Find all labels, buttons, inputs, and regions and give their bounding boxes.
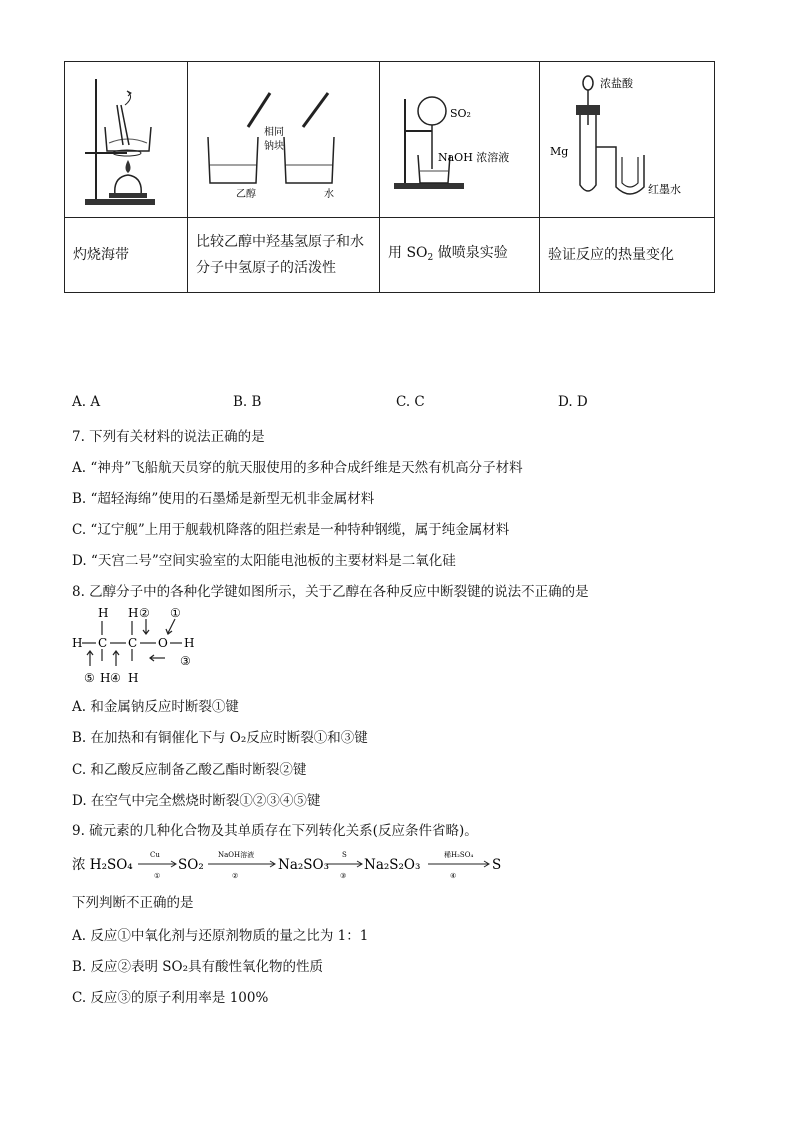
fountain-apparatus bbox=[380, 65, 536, 215]
cell-fountain-figure bbox=[380, 62, 540, 218]
experiment-table bbox=[64, 61, 715, 293]
atom-c2: C bbox=[128, 636, 138, 650]
bond-label-3: ③ bbox=[180, 654, 191, 665]
caption-fountain-pre: 用 SO bbox=[388, 244, 428, 261]
q7-option-d[interactable]: D. “天宫二号”空间实验室的太阳能电池板的主要材料是二氧化硅 bbox=[72, 553, 456, 569]
caption-fountain-sub: 2 bbox=[427, 252, 434, 263]
atom-h-top1: H bbox=[98, 606, 109, 620]
cell-burn-kelp-figure bbox=[65, 62, 188, 218]
caption-ethanol bbox=[188, 218, 380, 293]
q9-judge: 下列判断不正确的是 bbox=[72, 895, 194, 911]
caption-fountain bbox=[380, 218, 540, 293]
q7-option-b[interactable]: B. “超轻海绵”使用的石墨烯是新型无机非金属材料 bbox=[72, 491, 375, 507]
eq-reagent-1: Cu bbox=[150, 851, 160, 859]
caption-heat: 验证反应的热量变化 bbox=[540, 218, 715, 293]
ethanol-water-apparatus bbox=[188, 65, 376, 215]
label-mg: Mg bbox=[550, 144, 569, 158]
label-ethanol: 乙醇 bbox=[236, 188, 256, 200]
q8-option-a[interactable]: A. 和金属钠反应时断裂①键 bbox=[72, 699, 239, 715]
atom-h-left: H bbox=[72, 636, 83, 650]
eq-species-4: S bbox=[492, 857, 502, 873]
q6-option-a[interactable]: A. A bbox=[72, 394, 101, 410]
label-so2: SO₂ bbox=[450, 106, 471, 120]
eq-species-2: Na₂SO₃ bbox=[278, 857, 330, 873]
q7-stem: 7. 下列有关材料的说法正确的是 bbox=[72, 429, 265, 445]
eq-reagent-3: S bbox=[342, 851, 347, 859]
atom-c1: C bbox=[98, 636, 108, 650]
label-hcl: 浓盐酸 bbox=[600, 76, 633, 90]
burn-kelp-apparatus bbox=[65, 65, 185, 215]
atom-h-bottom2: H bbox=[128, 671, 139, 685]
cell-heat-figure bbox=[540, 62, 715, 218]
eq-step-1: ① bbox=[154, 872, 161, 880]
bond-label-1: ① bbox=[170, 606, 181, 620]
heat-apparatus bbox=[540, 65, 712, 215]
q7-option-a[interactable]: A. “神舟”飞船航天员穿的航天服使用的多种合成纤维是天然有机高分子材料 bbox=[72, 460, 523, 476]
label-naoh: NaOH 浓溶液 bbox=[438, 150, 510, 164]
label-sodium: 钠块 bbox=[264, 140, 284, 152]
caption-fountain-post: 做喷泉实验 bbox=[433, 244, 508, 261]
q9-option-c[interactable]: C. 反应③的原子利用率是 100% bbox=[72, 990, 269, 1006]
eq-reagent-2: NaOH溶液 bbox=[218, 851, 255, 859]
atom-h-top2: H bbox=[128, 606, 139, 620]
q8-option-d[interactable]: D. 在空气中完全燃烧时断裂①②③④⑤键 bbox=[72, 793, 321, 809]
label-same: 相同 bbox=[264, 126, 284, 138]
eq-species-0: 浓 H₂SO₄ bbox=[72, 857, 133, 873]
q6-option-d[interactable]: D. D bbox=[558, 394, 588, 410]
q8-option-b[interactable]: B. 在加热和有铜催化下与 O₂反应时断裂①和③键 bbox=[72, 730, 368, 746]
bond-label-5: ⑤ bbox=[84, 671, 95, 685]
atom-o: O bbox=[158, 636, 168, 650]
cell-ethanol-figure bbox=[188, 62, 380, 218]
eq-step-4: ④ bbox=[450, 872, 457, 880]
atom-h-bottom1: H bbox=[100, 671, 111, 685]
q6-option-b[interactable]: B. B bbox=[233, 394, 262, 410]
eq-step-2: ② bbox=[232, 872, 239, 880]
q9-stem: 9. 硫元素的几种化合物及其单质存在下列转化关系(反应条件省略)。 bbox=[72, 823, 478, 839]
q9-option-b[interactable]: B. 反应②表明 SO₂具有酸性氧化物的性质 bbox=[72, 959, 324, 975]
q9-option-a[interactable]: A. 反应①中氧化剂与还原剂物质的量之比为 1：1 bbox=[72, 928, 369, 944]
sulfur-transformation-equation bbox=[72, 848, 552, 880]
q7-option-c[interactable]: C. “辽宁舰”上用于舰载机降落的阻拦索是一种特种钢缆，属于纯金属材料 bbox=[72, 522, 510, 538]
caption-ethanol-line2: 分子中氢原子的活泼性 bbox=[196, 260, 336, 276]
eq-species-3: Na₂S₂O₃ bbox=[364, 857, 421, 873]
caption-ethanol-line1: 比较乙醇中羟基氢原子和水 bbox=[196, 234, 364, 250]
eq-step-3: ③ bbox=[340, 872, 347, 880]
atom-h-right: H bbox=[184, 636, 195, 650]
bond-label-2: ② bbox=[139, 606, 150, 620]
label-red-ink: 红墨水 bbox=[648, 182, 681, 196]
bond-label-4: ④ bbox=[110, 671, 121, 685]
label-water: 水 bbox=[324, 188, 334, 200]
q6-option-c[interactable]: C. C bbox=[396, 394, 425, 410]
ethanol-bond-diagram-lower bbox=[70, 648, 210, 686]
caption-burn-kelp: 灼烧海带 bbox=[65, 218, 188, 293]
q8-option-c[interactable]: C. 和乙酸反应制备乙酸乙酯时断裂②键 bbox=[72, 762, 307, 778]
eq-reagent-4: 稀H₂SO₄ bbox=[444, 851, 474, 859]
eq-species-1: SO₂ bbox=[178, 857, 204, 873]
q8-stem: 8. 乙醇分子中的各种化学键如图所示，关于乙醇在各种反应中断裂键的说法不正确的是 bbox=[72, 584, 589, 600]
